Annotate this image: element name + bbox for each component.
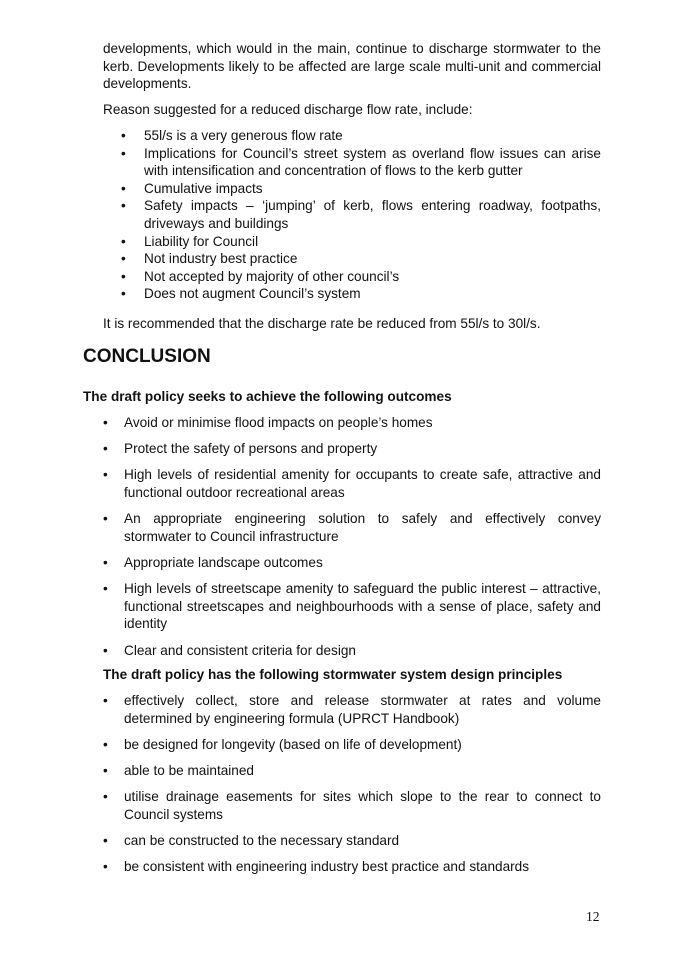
bullet-icon: • <box>103 642 108 658</box>
reasons-list <box>121 127 601 303</box>
list-item: • 55l/s is a very generous flow rate <box>121 128 343 143</box>
list-item: • utilise drainage easements for sites which slope to the rear to connect to Council systems <box>103 789 601 822</box>
bullet-icon: • <box>121 286 126 302</box>
list-item: • can be constructed to the necessary standard <box>103 832 400 848</box>
list-item: • Safety impacts – ‘jumping’ of kerb, flows entering roadway, footpaths, driveways and buildings <box>121 198 601 231</box>
bullet-icon: • <box>121 145 126 161</box>
bullet-icon: • <box>121 268 126 284</box>
bullet-icon: • <box>121 251 126 267</box>
list-item: • High levels of streetscape amenity to safeguard the public interest – attractive, functional streetscapes and neighbourhoods with a sense of place, safety and identity <box>103 581 601 632</box>
bullet-icon: • <box>121 198 126 214</box>
list-item: • effectively collect, store and release stormwater at rates and volume determined by engineering formula (UPRCT Handbook) <box>103 693 601 726</box>
list-item: • Avoid or minimise flood impacts on people’s homes <box>103 415 433 430</box>
list-item: • Appropriate landscape outcomes <box>103 554 323 570</box>
bullet-icon: • <box>121 233 126 249</box>
list-item: • Not industry best practice <box>121 251 298 267</box>
intro-paragraph: developments, which would in the main, continue to discharge stormwater to the kerb. Developments likely to be affected are large scale multi-unit and commercial developments. <box>103 41 601 92</box>
list-item: • Cumulative impacts <box>121 180 263 196</box>
section-heading: CONCLUSION <box>83 346 211 367</box>
bullet-icon: • <box>121 128 126 143</box>
list-item: • Protect the safety of persons and property <box>103 441 378 457</box>
page-number: 12 <box>586 909 600 924</box>
bullet-icon: • <box>103 581 108 597</box>
list-item: • Clear and consistent criteria for design <box>103 642 356 658</box>
principles-list <box>103 692 601 884</box>
list-item: • Does not augment Council’s system <box>121 286 361 302</box>
list-item: • be consistent with engineering industry best practice and standards <box>103 859 530 875</box>
list-item: • High levels of residential amenity for occupants to create safe, attractive and functional outdoor recreational areas <box>103 467 601 500</box>
list-item: • An appropriate engineering solution to safely and effectively convey stormwater to Council infrastructure <box>103 511 601 544</box>
outcomes-subheading: The draft policy seeks to achieve the following outcomes <box>83 389 452 404</box>
bullet-icon: • <box>103 554 108 570</box>
list-item: • Liability for Council <box>121 233 259 249</box>
principles-subheading: The draft policy has the following stormwater system design principles <box>103 667 563 682</box>
bullet-icon: • <box>103 415 108 430</box>
bullet-icon: • <box>103 441 108 457</box>
bullet-icon: • <box>103 467 108 483</box>
bullet-icon: • <box>103 511 108 527</box>
list-item: • Implications for Council’s street system as overland flow issues can arise with intensification and concentration of flows to the kerb gutter <box>121 145 601 179</box>
list-item: • Not accepted by majority of other council’s <box>121 268 400 284</box>
list-item: • able to be maintained <box>103 762 254 778</box>
bullet-icon: • <box>103 762 108 778</box>
bullet-icon: • <box>103 736 108 752</box>
bullet-icon: • <box>103 832 108 848</box>
recommendation-paragraph: It is recommended that the discharge rate be reduced from 55l/s to 30l/s. <box>103 316 541 331</box>
bullet-icon: • <box>103 859 108 875</box>
bullet-icon: • <box>103 693 108 708</box>
bullet-icon: • <box>103 789 108 805</box>
outcomes-list <box>103 414 601 668</box>
list-item: • be designed for longevity (based on life of development) <box>103 736 462 752</box>
reason-paragraph: Reason suggested for a reduced discharge flow rate, include: <box>103 102 473 117</box>
bullet-icon: • <box>121 180 126 196</box>
